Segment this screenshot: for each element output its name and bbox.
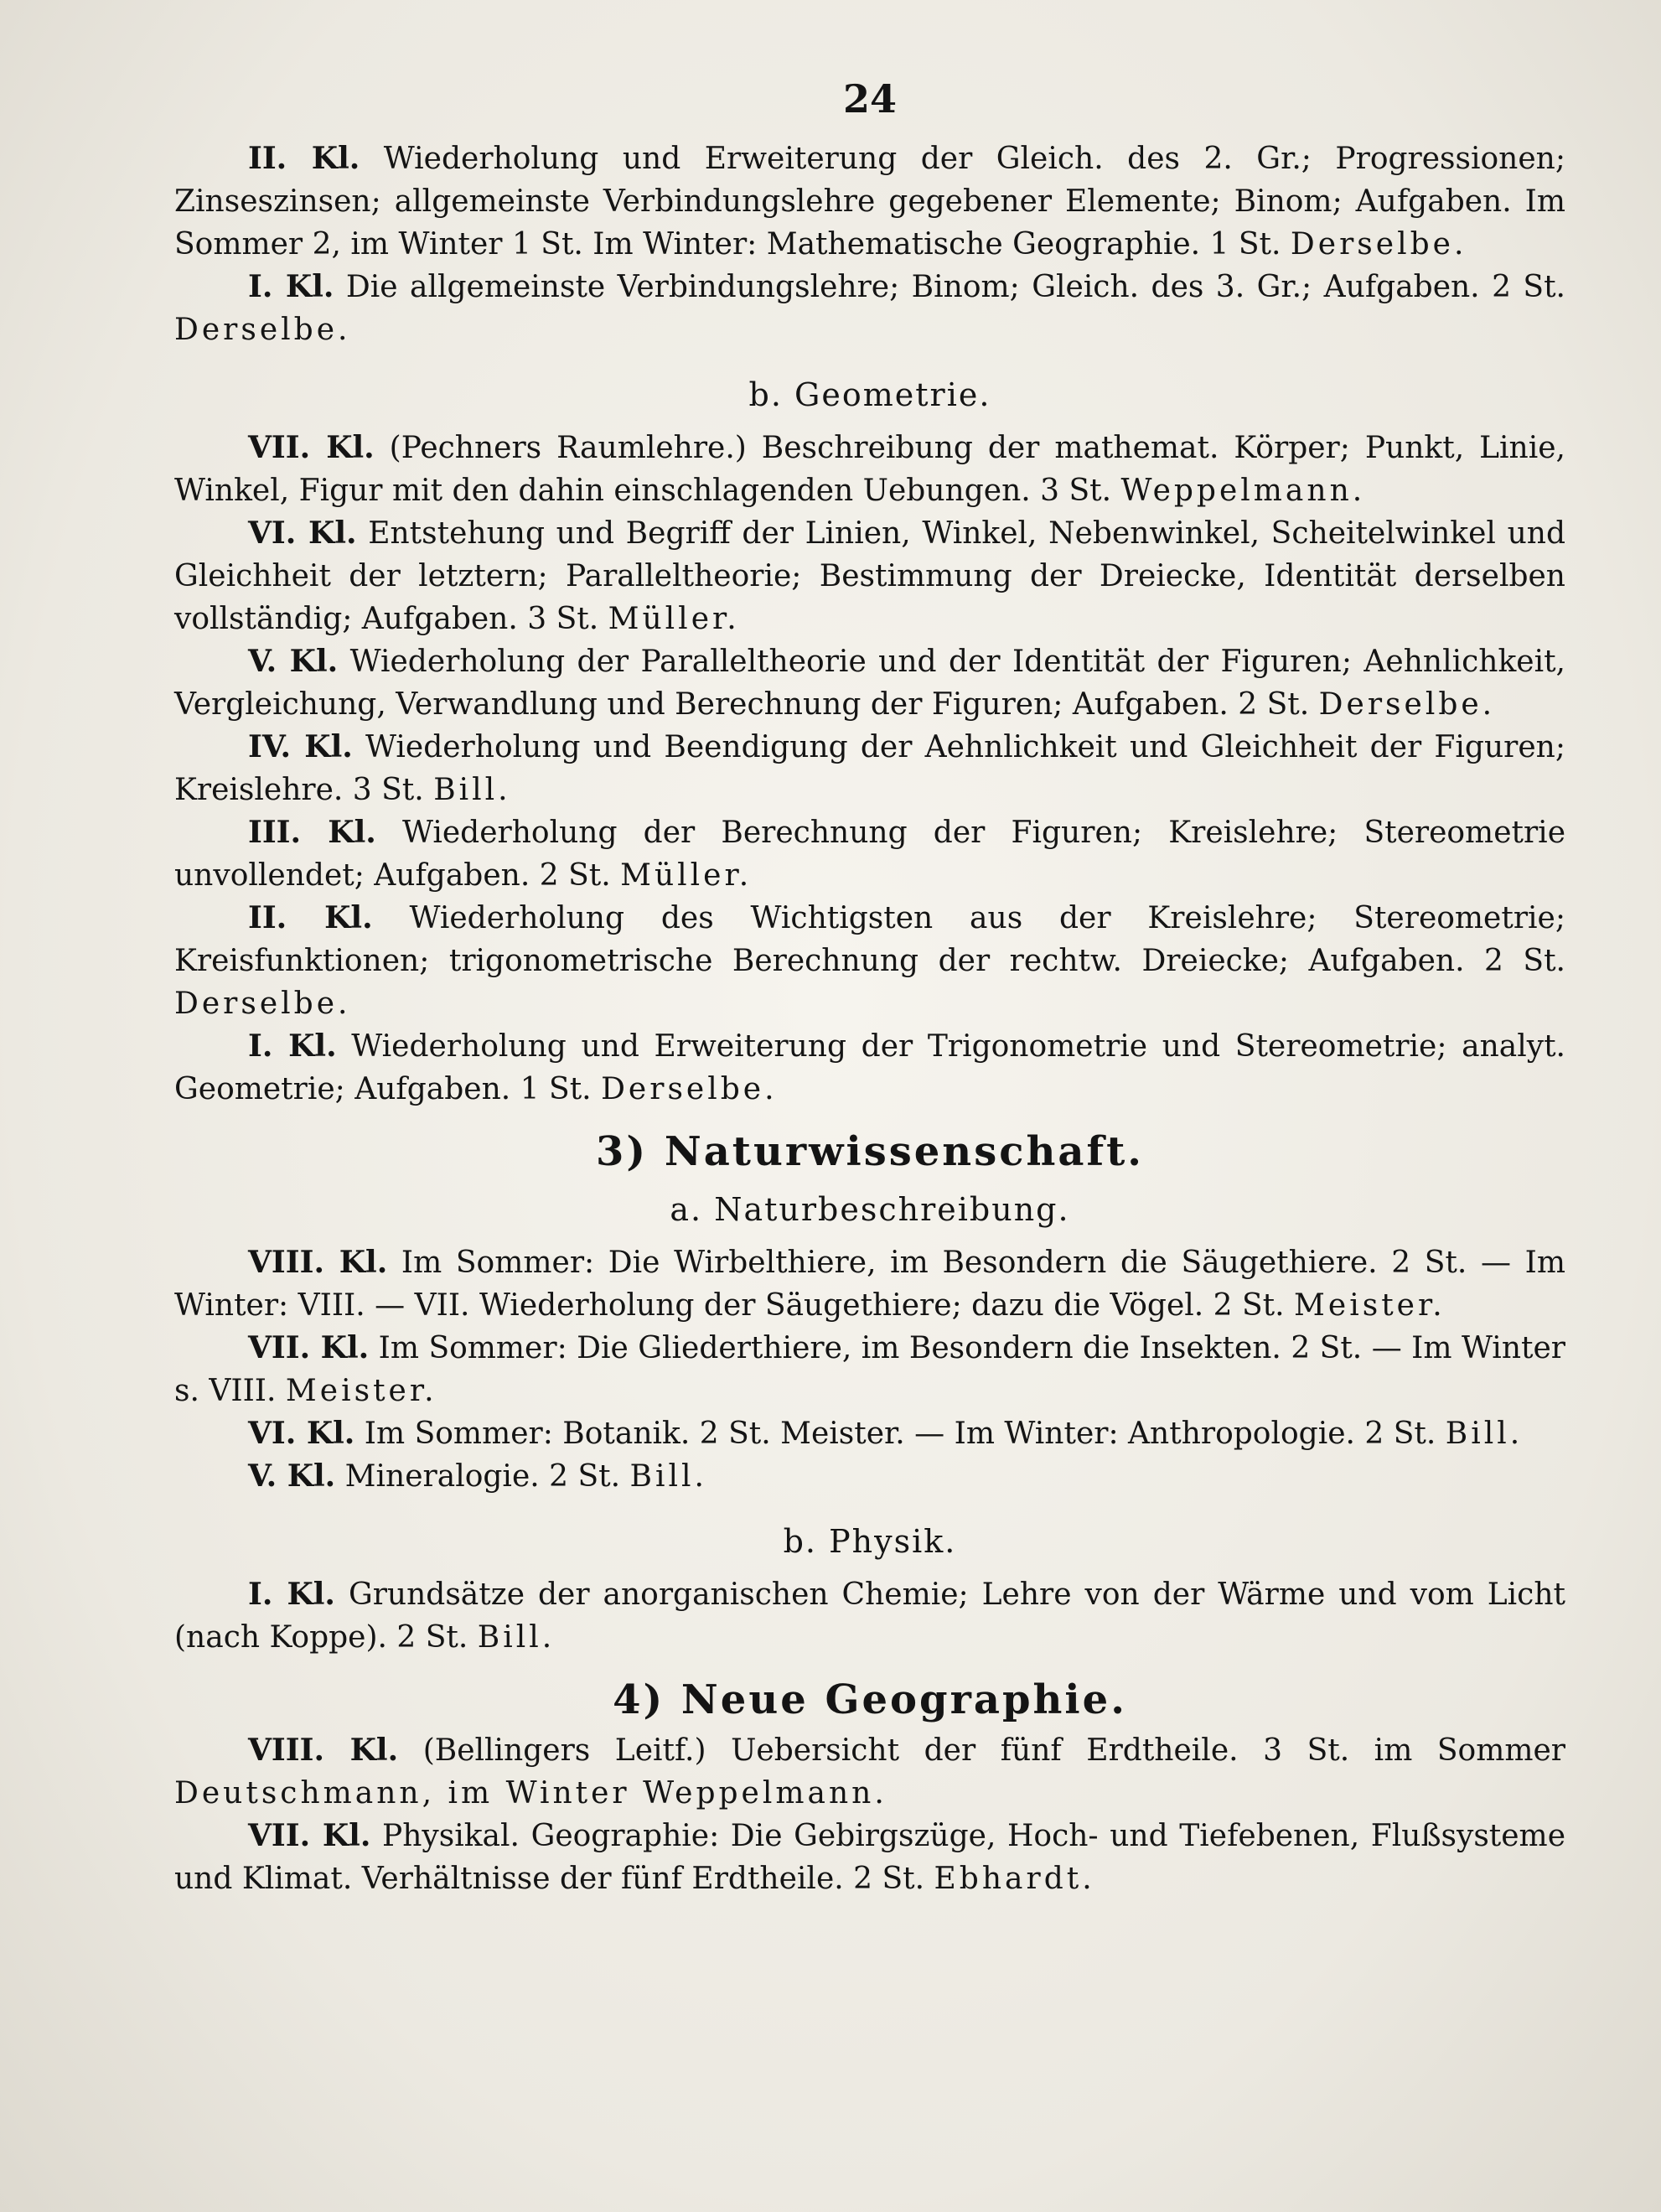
- teacher-name: Müller.: [620, 858, 753, 893]
- entry-text: Wiederholung des Wichtigsten aus der Kreislehre; Stereometrie; Kreisfunktionen; trigonometrische Berechnung der rechtw. Dreiecke; Aufgaben. 2 St.: [174, 901, 1565, 978]
- geographie-heading: 4) Neue Geographie.: [613, 1676, 1127, 1723]
- teacher-name: Derselbe.: [174, 313, 351, 347]
- class-label: VIII. Kl.: [248, 1245, 388, 1280]
- teacher-name: Derselbe.: [1318, 687, 1496, 722]
- entry-text: Wiederholung der Berechnung der Figuren; Kreislehre; Stereometrie unvollendet; Aufgaben. 2 St.: [174, 816, 1565, 893]
- entry-text: Wiederholung und Erweiterung der Gleich. des 2. Gr.; Progressionen; Zinseszinsen; allgemeinste Verbindungslehre gegebener Elemente; Binom; Aufgaben. Im Sommer 2, im Winter 1 St. Im Winter: Mathematische Geographie. 1 St.: [174, 142, 1565, 262]
- class-label: III. Kl.: [248, 815, 376, 850]
- class-entry: [174, 811, 1565, 897]
- teacher-name: Bill.: [433, 773, 511, 807]
- naturwissenschaft-heading: 3) Naturwissenschaft.: [596, 1128, 1144, 1175]
- class-label: V. Kl.: [248, 1458, 336, 1494]
- class-entry: [174, 640, 1565, 726]
- class-entry: [174, 1327, 1565, 1412]
- class-label: VIII. Kl.: [248, 1733, 399, 1768]
- teacher-name: Derselbe.: [1290, 227, 1467, 262]
- class-label: VII. Kl.: [248, 1330, 370, 1365]
- algebra-section: [174, 137, 1565, 351]
- teacher-name: Weppelmann.: [1120, 474, 1366, 508]
- class-label: VII. Kl.: [248, 430, 375, 465]
- teacher-name: Derselbe.: [601, 1072, 778, 1106]
- class-label: II. Kl.: [248, 900, 373, 935]
- teacher-name: Bill.: [629, 1459, 707, 1494]
- entry-text: (Bellingers Leitf.) Uebersicht der fünf Erdtheile. 3 St. im Sommer: [422, 1733, 1566, 1768]
- teacher-name: Derselbe.: [174, 987, 351, 1021]
- entry-text: Im Sommer: Botanik. 2 St. Meister. — Im Winter: Anthropologie. 2 St.: [364, 1417, 1436, 1451]
- class-entry: [174, 266, 1565, 351]
- entry-text: Im Sommer: Die Wirbelthiere, im Besondern die Säugethiere. 2 St. — Im Winter: VIII. — VII. Wiederholung der Säugethiere; dazu die Vögel. 2 St.: [174, 1246, 1566, 1323]
- teacher-name: Bill.: [477, 1620, 556, 1655]
- text-block: [174, 74, 1565, 1900]
- teacher-name: Meister.: [1294, 1288, 1446, 1323]
- class-entry: [174, 1412, 1565, 1455]
- class-entry: [174, 726, 1565, 811]
- geographie-section: [174, 1729, 1565, 1900]
- teacher-name: Bill.: [1445, 1417, 1524, 1451]
- class-entry: [174, 427, 1565, 512]
- teacher-name: Müller.: [608, 602, 740, 636]
- entry-text: Im Sommer: Die Gliederthiere, im Besondern die Insekten. 2 St. — Im Winter s. VIII.: [174, 1331, 1565, 1408]
- teacher-name: Deutschmann, im Winter Weppelmann.: [174, 1776, 887, 1811]
- teacher-name: Ebhardt.: [934, 1862, 1095, 1896]
- class-label: I. Kl.: [248, 1028, 337, 1064]
- class-label: I. Kl.: [248, 1577, 335, 1612]
- page-number: 24: [842, 76, 897, 122]
- class-entry: [174, 897, 1565, 1025]
- entry-text: Die allgemeinste Verbindungslehre; Binom; Gleich. des 3. Gr.; Aufgaben. 2 St.: [345, 270, 1566, 304]
- class-label: VI. Kl.: [248, 1416, 355, 1451]
- class-entry: [174, 1241, 1565, 1327]
- entry-text: Wiederholung der Paralleltheorie und der Identität der Figuren; Aehnlichkeit, Vergleichung, Verwandlung und Berechnung der Figuren; Aufgaben. 2 St.: [174, 645, 1565, 722]
- naturbeschreibung-heading: a. Naturbeschreibung.: [670, 1191, 1070, 1228]
- class-entry: [174, 137, 1565, 266]
- geometrie-section: [174, 427, 1565, 1111]
- physik-section: [174, 1573, 1565, 1659]
- entry-text: (Pechners Raumlehre.) Beschreibung der mathemat. Körper; Punkt, Linie, Winkel, Figur mit den dahin einschlagenden Uebungen. 3 St.: [174, 431, 1565, 508]
- entry-text: Physikal. Geographie: Die Gebirgszüge, Hoch- und Tiefebenen, Flußsysteme und Klimat. Verhältnisse der fünf Erdtheile. 2 St.: [174, 1819, 1566, 1896]
- teacher-name: Meister.: [285, 1374, 437, 1408]
- class-label: IV. Kl.: [248, 729, 353, 764]
- entry-text: Mineralogie. 2 St.: [344, 1459, 621, 1494]
- entry-text: Entstehung und Begriff der Linien, Winkel, Nebenwinkel, Scheitelwinkel und Gleichheit der letztern; Paralleltheorie; Bestimmung der Dreiecke, Identität derselben vollständig; Aufgaben. 3 St.: [174, 516, 1565, 636]
- entry-text: Grundsätze der anorganischen Chemie; Lehre von der Wärme und vom Licht (nach Koppe). 2 St.: [174, 1577, 1565, 1655]
- class-entry: [174, 1815, 1565, 1900]
- class-label: V. Kl.: [248, 644, 339, 679]
- class-entry: [174, 1025, 1565, 1111]
- naturbeschreibung-section: [174, 1241, 1565, 1498]
- entry-text: Wiederholung und Beendigung der Aehnlichkeit und Gleichheit der Figuren; Kreislehre. 3 St.: [174, 730, 1565, 807]
- class-entry: [174, 1573, 1565, 1659]
- class-entry: [174, 1729, 1565, 1815]
- class-entry: [174, 512, 1565, 640]
- class-label: VII. Kl.: [248, 1818, 371, 1853]
- class-label: VI. Kl.: [248, 515, 357, 551]
- entry-text: Wiederholung und Erweiterung der Trigonometrie und Stereometrie; analyt. Geometrie; Aufgaben. 1 St.: [174, 1029, 1566, 1106]
- class-label: II. Kl.: [248, 141, 360, 176]
- geometrie-heading: b. Geometrie.: [748, 376, 991, 413]
- class-entry: [174, 1455, 1565, 1498]
- physik-heading: b. Physik.: [783, 1523, 957, 1560]
- class-label: I. Kl.: [248, 269, 334, 304]
